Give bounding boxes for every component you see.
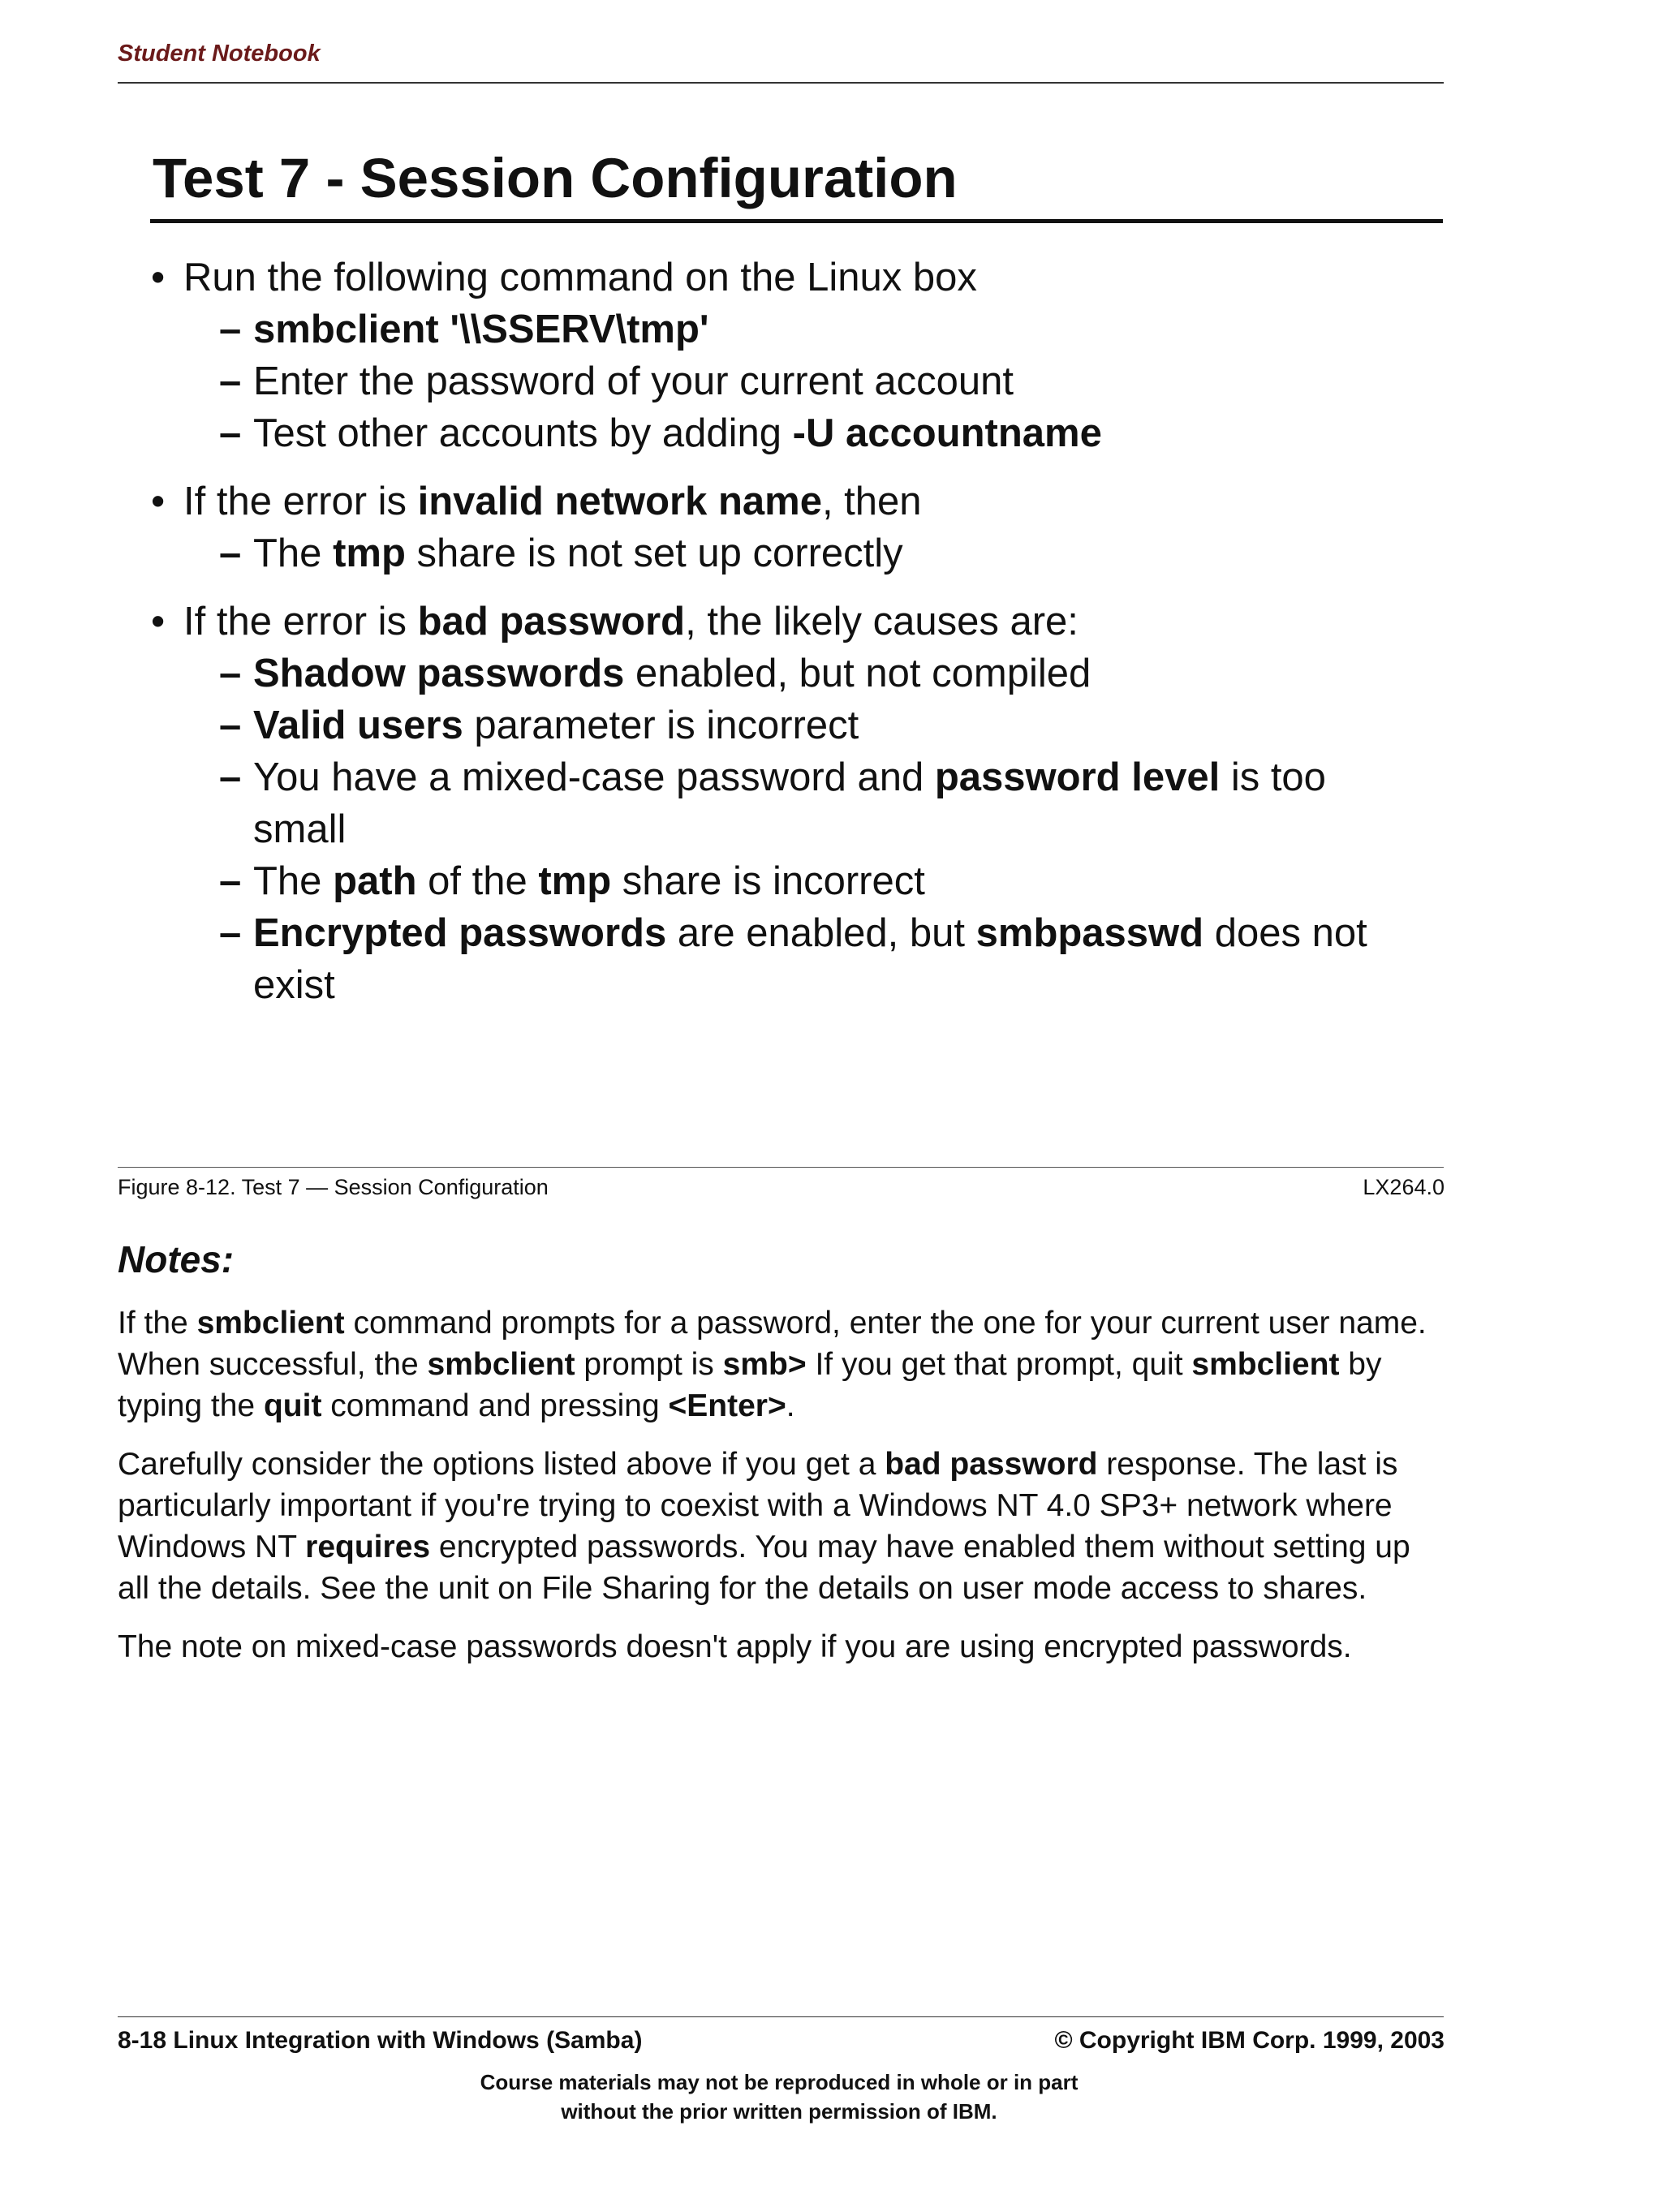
notes-text: The note on mixed-case passwords doesn't apply if you are using encrypted passwords. (118, 1629, 1352, 1664)
bullet-text: Run the following command on the Linux box (183, 256, 977, 299)
notes-text: by typing the (118, 1347, 1382, 1423)
notes-bold: bad password (885, 1447, 1098, 1482)
notes-bold: quit (263, 1388, 322, 1423)
notes-bold: smb> (722, 1347, 807, 1382)
sub-item-bold: Shadow passwords (253, 652, 625, 695)
sub-item-bold: tmp (333, 531, 406, 575)
bullet-bold: bad password (417, 600, 686, 643)
running-header: Student Notebook (118, 41, 321, 67)
sub-item (183, 855, 1449, 907)
sub-item-text: share is incorrect (611, 859, 925, 903)
figure-code: LX264.0 (1363, 1175, 1445, 1199)
slide-title: Test 7 - Session Configuration (153, 147, 958, 209)
sub-item-text: Test other accounts by adding (253, 411, 793, 455)
sub-item-text: parameter is incorrect (463, 704, 859, 747)
title-rule (150, 219, 1443, 223)
bullet-bad-password (151, 596, 1449, 1011)
figure-caption: Figure 8-12. Test 7 — Session Configuration (118, 1175, 549, 1199)
sub-item (183, 303, 1449, 355)
notes-paragraph (118, 1444, 1449, 1609)
bullet-text: , then (821, 480, 922, 523)
dash-icon: – (219, 359, 242, 403)
sub-item-bold: password level (934, 755, 1221, 799)
dash-icon: – (219, 911, 242, 955)
figure-rule (118, 1167, 1444, 1168)
notes-heading: Notes: (118, 1238, 235, 1280)
notes-text: encrypted passwords. You may have enabled them without setting up all the details. See the unit on File Sharing for the details on user mode access to shares. (118, 1530, 1410, 1606)
legal-line: Course materials may not be reproduced in whole or in part (480, 2070, 1079, 2094)
sub-item-text: does not exist (253, 911, 1367, 1007)
notes-paragraph (118, 1626, 1449, 1668)
notes-text: If you get that prompt, quit (806, 1347, 1192, 1382)
command-text: smbclient '\\SSERV\tmp' (253, 308, 709, 351)
sub-item (183, 907, 1430, 1011)
notes-text: command prompts for a password, enter the one for your current user name. When successful, the (118, 1306, 1427, 1382)
bullet-text: , the likely causes are: (685, 600, 1079, 643)
notes-text: prompt is (575, 1347, 723, 1382)
sub-item-text: enabled, but not compiled (624, 652, 1091, 695)
dash-icon: – (219, 652, 242, 695)
legal-notice (0, 2068, 1558, 2126)
notes-text: Carefully consider the options listed above if you get a (118, 1447, 885, 1482)
sub-item-bold: smbpasswd (975, 911, 1204, 955)
sub-item (183, 355, 1449, 407)
sub-item-bold: path (333, 859, 417, 903)
sub-item-text: share is not set up correctly (405, 531, 903, 575)
notes-paragraph (118, 1302, 1449, 1427)
sub-item-text: The (253, 531, 334, 575)
sub-item-bold: Valid users (253, 704, 463, 747)
dash-icon: – (219, 308, 242, 351)
legal-line: without the prior written permission of IBM. (561, 2099, 997, 2124)
dash-icon: – (219, 411, 242, 455)
header-rule (118, 82, 1444, 84)
notes-bold: smbclient (1191, 1347, 1340, 1382)
bullet-dot-icon: • (151, 600, 166, 643)
notes-text: If the (118, 1306, 197, 1341)
dash-icon: – (219, 859, 242, 903)
sub-item-text: are enabled, but (666, 911, 976, 955)
sub-item-text: You have a mixed-case password and (253, 755, 935, 799)
sub-item-bold: Encrypted passwords (253, 911, 667, 955)
sub-item-text: Enter the password of your current account (253, 359, 1014, 403)
bullet-run-command (151, 252, 1449, 459)
sub-item (183, 699, 1449, 751)
footer-course-title: 8-18 Linux Integration with Windows (Samba) (118, 2027, 643, 2054)
footer-rule (118, 2016, 1444, 2017)
sub-item (183, 751, 1389, 855)
slide-body (151, 252, 1449, 1011)
notes-text: . (786, 1388, 795, 1423)
sub-item-bold: -U accountname (792, 411, 1102, 455)
sub-item-text: is too small (253, 755, 1326, 851)
notes-body (118, 1302, 1449, 1685)
notes-bold: requires (305, 1530, 431, 1564)
sub-item-text: The (253, 859, 334, 903)
notes-bold: smbclient (196, 1306, 345, 1341)
sub-item-bold: tmp (538, 859, 612, 903)
bullet-bold: invalid network name (417, 480, 822, 523)
bullet-text: If the error is (183, 600, 418, 643)
notes-bold: smbclient (427, 1347, 575, 1382)
bullet-invalid-network-name (151, 476, 1449, 579)
sub-item-text: of the (416, 859, 539, 903)
dash-icon: – (219, 755, 242, 799)
bullet-dot-icon: • (151, 480, 166, 523)
sub-item (183, 407, 1449, 459)
footer-copyright: © Copyright IBM Corp. 1999, 2003 (1054, 2027, 1445, 2054)
notes-text: response. The last is particularly important if you're trying to coexist with a Windows NT 4.0 SP3+ network where Windows NT (118, 1447, 1398, 1564)
sub-item (183, 648, 1449, 699)
notes-text: command and pressing (321, 1388, 669, 1423)
bullet-dot-icon: • (151, 256, 166, 299)
dash-icon: – (219, 704, 242, 747)
notes-bold: <Enter> (668, 1388, 786, 1423)
bullet-text: If the error is (183, 480, 418, 523)
sub-item (183, 527, 1449, 579)
dash-icon: – (219, 531, 242, 575)
